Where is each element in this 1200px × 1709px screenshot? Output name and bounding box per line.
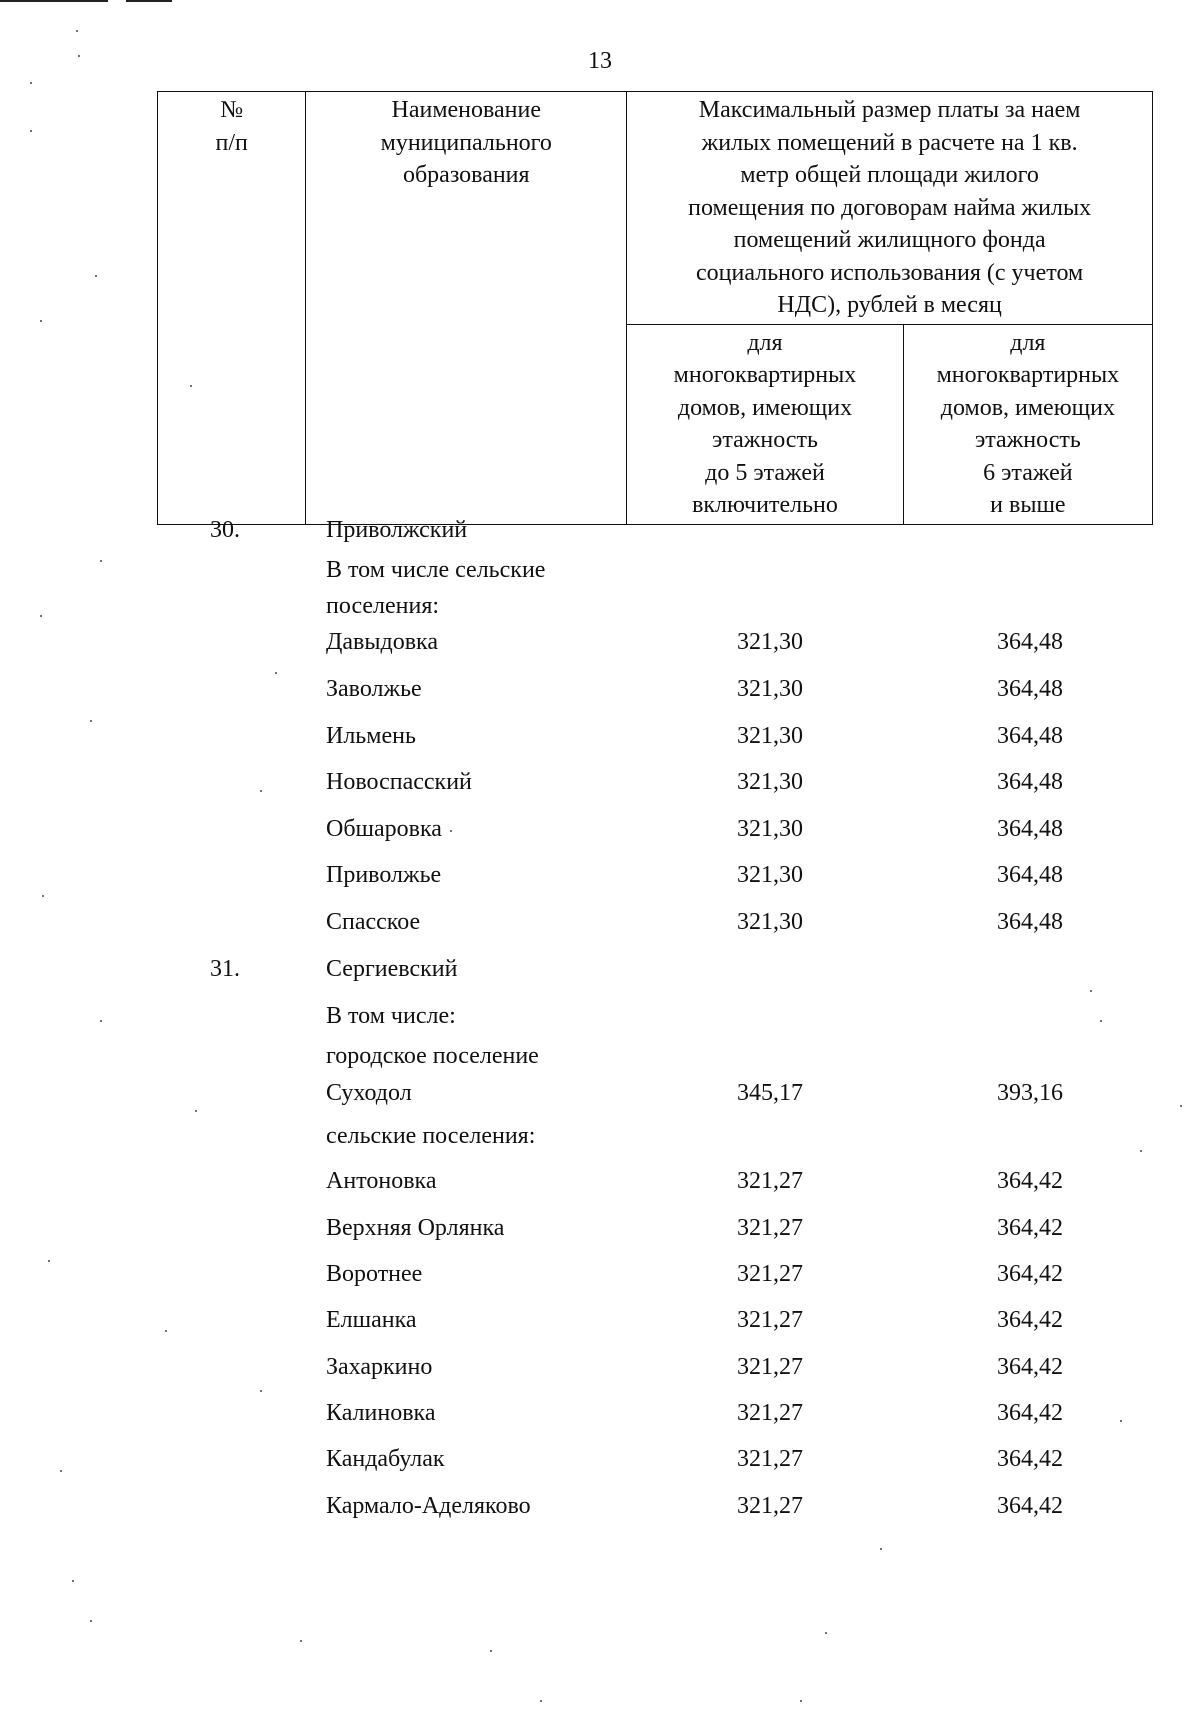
- row-number: 31.: [210, 956, 240, 982]
- rate-up-to-5-floors: 321,30: [737, 816, 803, 842]
- scan-speck: [100, 560, 102, 562]
- rate-6-floors-and-above: 364,48: [997, 723, 1063, 749]
- table-row: [0, 719, 1200, 753]
- table-row: [0, 1396, 1200, 1430]
- rate-6-floors-and-above: 364,42: [997, 1446, 1063, 1472]
- rate-up-to-5-floors: 321,27: [737, 1446, 803, 1472]
- scan-speck: [90, 1620, 92, 1622]
- table-row: [0, 672, 1200, 706]
- page-number: 13: [588, 48, 612, 74]
- table-row: [0, 1164, 1200, 1198]
- table-row: [0, 1442, 1200, 1476]
- municipality-name: Приволжье: [326, 862, 442, 888]
- table-row: [0, 513, 1200, 547]
- scan-speck: [1120, 1420, 1122, 1422]
- table-row: [0, 1039, 1200, 1073]
- header-max-payment: Максимальный размер платы за наем жилых помещений в расчете на 1 кв. метр общей площади жилого помещения по договорам найма жилых помещений жилищного фонда социального использования (с учетом НДС), рублей в месяц: [627, 92, 1153, 325]
- scan-speck: [42, 895, 44, 897]
- scan-speck: [60, 1470, 62, 1472]
- table-row: [0, 625, 1200, 659]
- table-row: [0, 905, 1200, 939]
- municipality-name: В том числе:: [326, 1003, 456, 1029]
- table-header: [157, 91, 1153, 525]
- scan-speck: [190, 385, 192, 387]
- rate-6-floors-and-above: 364,42: [997, 1168, 1063, 1194]
- scan-speck: [800, 1700, 802, 1702]
- table-row: [0, 999, 1200, 1033]
- municipality-name: Антоновка: [326, 1168, 437, 1194]
- municipality-name: Спасское: [326, 909, 421, 935]
- scan-speck: [450, 830, 452, 832]
- table-row: [0, 858, 1200, 892]
- header-up-to-5-floors: для многоквартирных домов, имеющих этажность до 5 этажей включительно: [627, 324, 904, 524]
- rate-up-to-5-floors: 321,30: [737, 723, 803, 749]
- scan-speck: [1140, 1150, 1142, 1152]
- scan-speck: [95, 275, 97, 277]
- rate-up-to-5-floors: 321,30: [737, 909, 803, 935]
- rate-up-to-5-floors: 321,30: [737, 769, 803, 795]
- municipality-name: Елшанка: [326, 1307, 417, 1333]
- scan-speck: [490, 1650, 492, 1652]
- table-row: [0, 1257, 1200, 1291]
- scan-speck: [48, 1260, 50, 1262]
- rate-6-floors-and-above: 364,42: [997, 1215, 1063, 1241]
- rate-up-to-5-floors: 321,27: [737, 1168, 803, 1194]
- municipality-name: Заволжье: [326, 676, 422, 702]
- municipality-name: Верхняя Орлянка: [326, 1215, 505, 1241]
- table-row: [0, 812, 1200, 846]
- table-row: [0, 1211, 1200, 1245]
- scan-speck: [300, 1640, 302, 1642]
- municipality-name: Кандабулак: [326, 1446, 445, 1472]
- municipality-name: Давыдовка: [326, 629, 438, 655]
- rate-6-floors-and-above: 364,48: [997, 769, 1063, 795]
- rate-up-to-5-floors: 321,30: [737, 862, 803, 888]
- rate-up-to-5-floors: 321,27: [737, 1261, 803, 1287]
- scan-speck: [40, 320, 42, 322]
- rate-up-to-5-floors: 321,30: [737, 629, 803, 655]
- municipality-name: Захаркино: [326, 1354, 433, 1380]
- rate-6-floors-and-above: 393,16: [997, 1080, 1063, 1106]
- rate-up-to-5-floors: 321,27: [737, 1400, 803, 1426]
- scan-speck: [100, 1020, 102, 1022]
- scan-speck: [72, 1580, 74, 1582]
- rate-up-to-5-floors: 321,27: [737, 1215, 803, 1241]
- scan-speck: [1090, 990, 1092, 992]
- rate-up-to-5-floors: 321,27: [737, 1307, 803, 1333]
- table-row: [0, 553, 1200, 587]
- scan-speck: [40, 615, 42, 617]
- table-row: [0, 765, 1200, 799]
- rate-6-floors-and-above: 364,42: [997, 1400, 1063, 1426]
- scan-edge-line: [0, 0, 108, 2]
- table-row: [0, 952, 1200, 986]
- municipality-name: Воротнее: [326, 1261, 423, 1287]
- table-row: [0, 1350, 1200, 1384]
- scan-speck: [275, 672, 277, 674]
- table-row: [0, 1303, 1200, 1337]
- municipality-name: Кармало-Аделяково: [326, 1493, 531, 1519]
- scan-speck: [195, 1110, 197, 1112]
- rate-up-to-5-floors: 345,17: [737, 1080, 803, 1106]
- rate-6-floors-and-above: 364,42: [997, 1493, 1063, 1519]
- scan-speck: [1100, 1020, 1102, 1022]
- header-6-floors-and-above: для многоквартирных домов, имеющих этажность 6 этажей и выше: [903, 324, 1152, 524]
- rate-6-floors-and-above: 364,48: [997, 862, 1063, 888]
- scan-speck: [1180, 1105, 1182, 1107]
- rate-6-floors-and-above: 364,48: [997, 676, 1063, 702]
- table-row: [0, 1119, 1200, 1153]
- rate-6-floors-and-above: 364,48: [997, 816, 1063, 842]
- table-row: [0, 589, 1200, 623]
- header-municipality: Наименование муниципального образования: [306, 92, 627, 525]
- rate-6-floors-and-above: 364,42: [997, 1354, 1063, 1380]
- scan-speck: [30, 130, 32, 132]
- scan-speck: [30, 82, 32, 84]
- municipality-name: Калиновка: [326, 1400, 436, 1426]
- header-number: № п/п: [158, 92, 306, 525]
- scan-edge-line: [126, 0, 172, 2]
- scan-speck: [880, 1548, 882, 1550]
- rate-up-to-5-floors: 321,30: [737, 676, 803, 702]
- rate-6-floors-and-above: 364,48: [997, 909, 1063, 935]
- rate-up-to-5-floors: 321,27: [737, 1354, 803, 1380]
- rate-6-floors-and-above: 364,48: [997, 629, 1063, 655]
- table-row: [0, 1076, 1200, 1110]
- scan-speck: [260, 1390, 262, 1392]
- municipality-name: поселения:: [326, 593, 440, 619]
- municipality-name: В том числе сельские: [326, 557, 546, 583]
- row-number: 30.: [210, 517, 240, 543]
- municipality-name: Приволжский: [326, 517, 468, 543]
- rate-6-floors-and-above: 364,42: [997, 1261, 1063, 1287]
- scan-speck: [540, 1700, 542, 1702]
- municipality-name: Обшаровка: [326, 816, 442, 842]
- rate-6-floors-and-above: 364,42: [997, 1307, 1063, 1333]
- municipality-name: сельские поселения:: [326, 1123, 536, 1149]
- table-row: [0, 1489, 1200, 1523]
- rate-up-to-5-floors: 321,27: [737, 1493, 803, 1519]
- municipality-name: Ильмень: [326, 723, 416, 749]
- scan-speck: [165, 1330, 167, 1332]
- scan-speck: [76, 30, 78, 32]
- municipality-name: Сергиевский: [326, 956, 458, 982]
- scan-speck: [260, 790, 262, 792]
- municipality-name: Суходол: [326, 1080, 412, 1106]
- scan-speck: [825, 1632, 827, 1634]
- municipality-name: городское поселение: [326, 1043, 539, 1069]
- scan-speck: [78, 55, 80, 57]
- municipality-name: Новоспасский: [326, 769, 472, 795]
- scan-speck: [90, 720, 92, 722]
